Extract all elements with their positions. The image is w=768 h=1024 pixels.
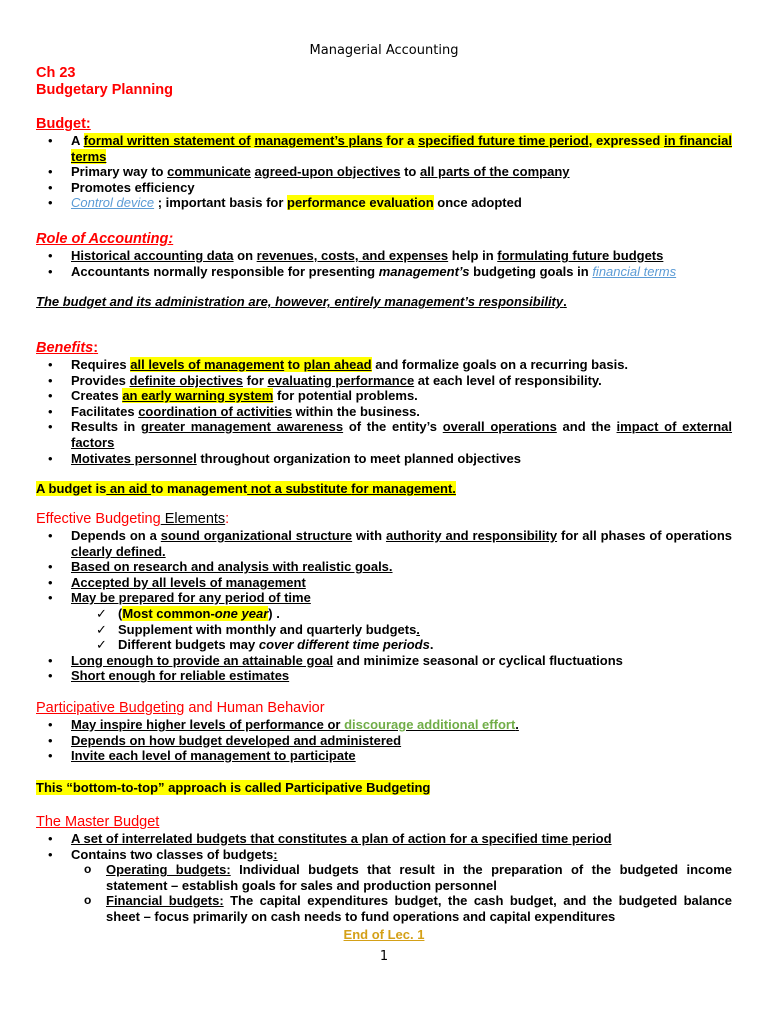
list-item: • Accountants normally responsible for presenting management’s budgeting goals in financial terms (36, 264, 732, 280)
list-item: • May be prepared for any period of time (36, 590, 732, 606)
list-item: • Results in greater management awareness of the entity’s overall operations and the impact of external factors (36, 419, 732, 450)
list-item: • Promotes efficiency (36, 180, 732, 196)
list-item: • Creates an early warning system for potential problems. (36, 388, 732, 404)
page-number: 1 (379, 949, 389, 964)
list-item: • Depends on how budget developed and administered (36, 733, 732, 749)
effective-heading: Effective Budgeting Elements: (36, 511, 230, 527)
list-item: o Operating budgets: Individual budgets that result in the preparation of the budgeted income statement – establish goals for sales and production personnel (36, 862, 732, 893)
effective-section (36, 511, 732, 684)
end-of-lecture: End of Lec. 1 (343, 927, 425, 942)
list-item: • Provides definite objectives for evaluating performance at each level of responsibility. (36, 373, 732, 389)
text: A (71, 133, 84, 148)
list-item: • May inspire higher levels of performance or discourage additional effort. (36, 717, 732, 733)
list-item: • A set of interrelated budgets that constitutes a plan of action for a specified time period (36, 831, 732, 847)
list-item: • Primary way to communicate agreed-upon objectives to all parts of the company (36, 164, 732, 180)
list-item: • Short enough for reliable estimates (36, 668, 732, 684)
role-section (36, 231, 732, 310)
master-section (36, 814, 732, 925)
participative-heading: Participative Budgeting and Human Behavior (36, 700, 325, 716)
chapter-heading (36, 65, 732, 99)
benefits-section (36, 340, 732, 497)
participative-note: This “bottom-to-top” approach is called Participative Budgeting (36, 779, 431, 795)
list-item: o Financial budgets: The capital expenditures budget, the cash budget, and the budgeted balance sheet – focus primarily on cash needs to fund operations and capital expenditures (36, 893, 732, 924)
benefits-heading: Benefits: (36, 340, 99, 356)
list-item: ✓ Different budgets may cover different time periods. (36, 637, 732, 653)
list-item: • Based on research and analysis with realistic goals. (36, 559, 732, 575)
master-heading: The Master Budget (36, 814, 160, 830)
control-device-link[interactable]: Control device (71, 195, 155, 211)
role-heading: Role of Accounting: (36, 231, 174, 247)
list-item: • Long enough to provide an attainable goal and minimize seasonal or cyclical fluctuations (36, 653, 732, 669)
running-header: Managerial Accounting (309, 43, 459, 58)
list-item: • Invite each level of management to participate (36, 748, 732, 764)
list-item: • Accepted by all levels of management (36, 575, 732, 591)
list-item: • Motivates personnel throughout organization to meet planned objectives (36, 451, 732, 467)
list-item: • Facilitates coordination of activities within the business. (36, 404, 732, 420)
list-item: ✓ Supplement with monthly and quarterly budgets. (36, 622, 732, 638)
participative-section (36, 700, 732, 796)
role-note: The budget and its administration are, however, entirely management’s responsibility. (36, 294, 567, 310)
text: formal written statement of management’s plans for a specified future time period, expressed in financial terms (71, 133, 732, 164)
chapter-title: Budgetary Planning (36, 82, 173, 98)
list-item: • Contains two classes of budgets: (36, 847, 732, 863)
list-item: • Historical accounting data on revenues, costs, and expenses help in formulating future budgets (36, 248, 732, 264)
chapter-number: Ch 23 (36, 65, 76, 81)
list-item: • Depends on a sound organizational structure with authority and responsibility for all phases of operations clearly defined. (36, 528, 732, 559)
list-item: ✓ (Most common-one year) . (36, 606, 732, 622)
budget-section (36, 116, 732, 211)
list-item (36, 133, 732, 164)
financial-terms-link[interactable]: financial terms (592, 263, 677, 279)
list-item: • Requires all levels of management to plan ahead and formalize goals on a recurring basis. (36, 357, 732, 373)
budget-heading: Budget: (36, 116, 91, 132)
list-item: • Control device ; important basis for performance evaluation once adopted (36, 195, 732, 211)
benefits-note: A budget is an aid to management not a substitute for management. (36, 481, 456, 497)
